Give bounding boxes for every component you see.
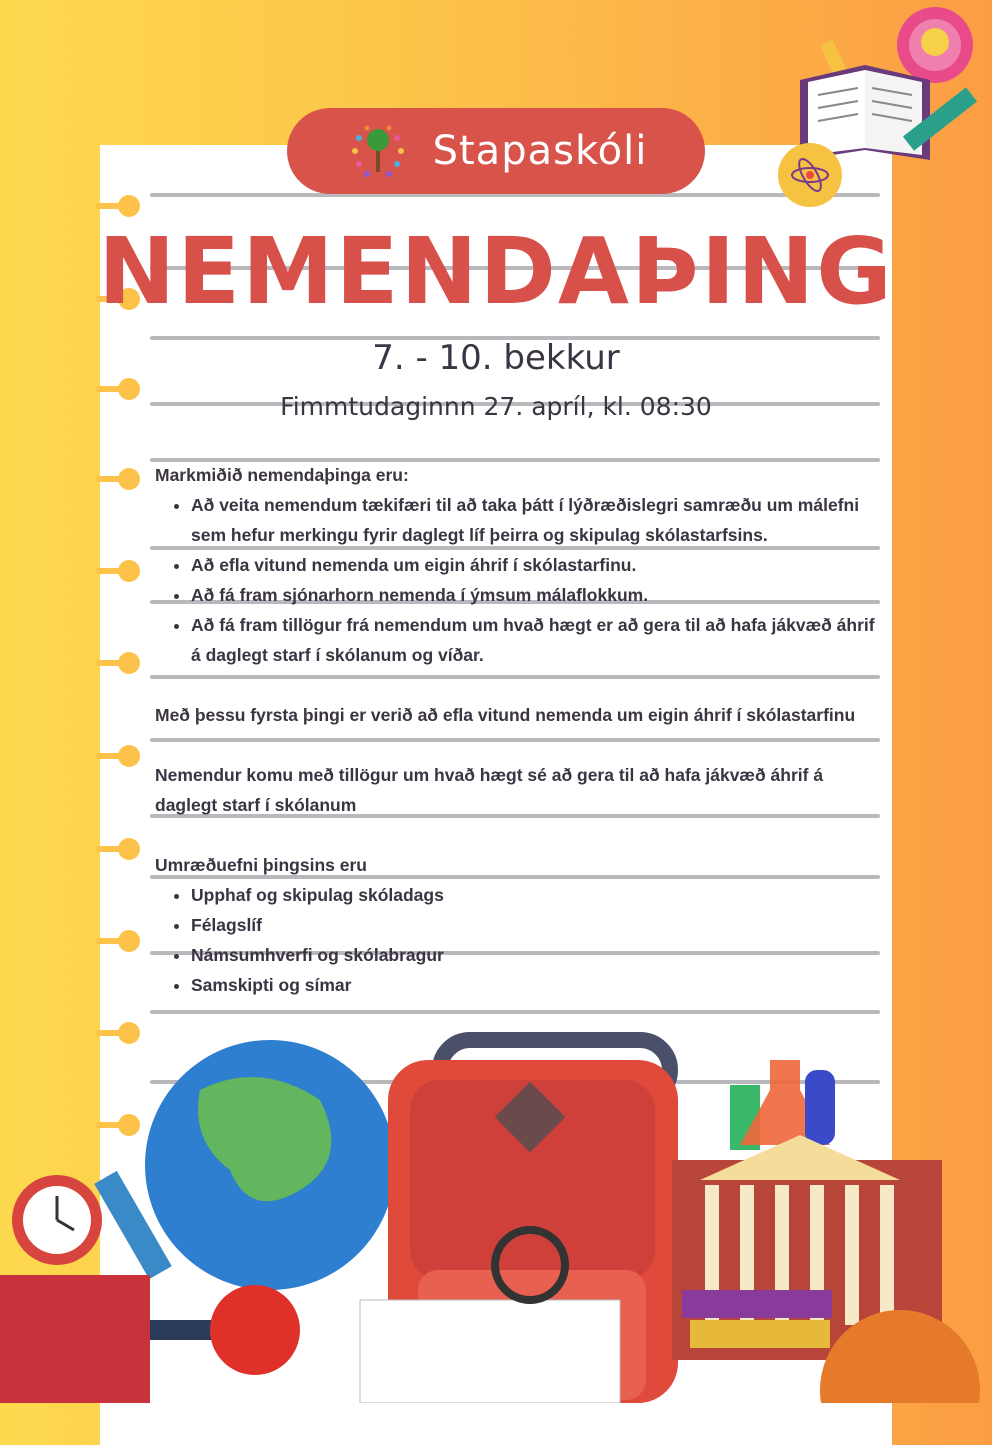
binder-ring [96,838,142,860]
goals-list [155,490,885,670]
alarm-clock-icon [12,1175,102,1265]
list-item: • Samskipti og símar [191,970,885,1000]
binder-ring [96,652,142,674]
school-name: Stapaskóli [432,128,648,174]
paragraph-proposals: Nemendur komu með tillögur um hvað hægt sé að gera til að hafa jákvæð áhrif á daglegt starf í skólanum [155,765,824,815]
red-book-icon [0,1275,150,1403]
books-icon [682,1290,832,1318]
topics-list [155,880,885,1000]
event-date: Fimmtudaginnn 27. apríl, kl. 08:30 [280,392,712,421]
paper-rule [150,1010,880,1014]
binder-ring [96,468,142,490]
grades-subtitle: 7. - 10. bekkur [372,338,620,378]
binder-ring [96,560,142,582]
page-title: NEMENDAÞING [98,218,894,325]
binder-ring [96,745,142,767]
goals-heading: Markmiðið nemendaþinga eru: [155,465,409,485]
list-item: • Að fá fram sjónarhorn nemenda í ýmsum málaflokkum. [191,580,885,610]
list-item: • Upphaf og skipulag skóladags [191,880,885,910]
school-badge [287,108,705,194]
list-item: • Að veita nemendum tækifæri til að taka þátt í lýðræðislegri samræðu um málefni sem hefur merkingu fyrir daglegt líf þeirra og skipulag skólastarfsins. [191,490,885,550]
content-body [155,460,885,1000]
school-logo-icon [345,118,411,184]
flask-icon [730,1060,835,1150]
list-item: • Að fá fram tillögur frá nemendum um hvað hægt er að gera til að hafa jákvæð áhrif á daglegt starf í skólanum og víðar. [191,610,885,670]
binder-ring [96,930,142,952]
globe-icon [145,1040,395,1290]
notebook-icon [360,1300,620,1403]
list-item: • Námsumhverfi og skólabragur [191,940,885,970]
topics-heading: Umræðuefni þingsins eru [155,855,367,875]
school-supplies-illustration [0,1020,992,1403]
book-pencil-illustration [770,0,992,220]
binder-ring [96,195,142,217]
paragraph-first-assembly: Með þessu fyrsta þingi er verið að efla vitund nemenda um eigin áhrif í skólastarfinu [155,705,856,725]
list-item: • Félagslíf [191,910,885,940]
list-item: • Að efla vitund nemenda um eigin áhrif í skólastarfinu. [191,550,885,580]
apple-icon [210,1285,300,1375]
